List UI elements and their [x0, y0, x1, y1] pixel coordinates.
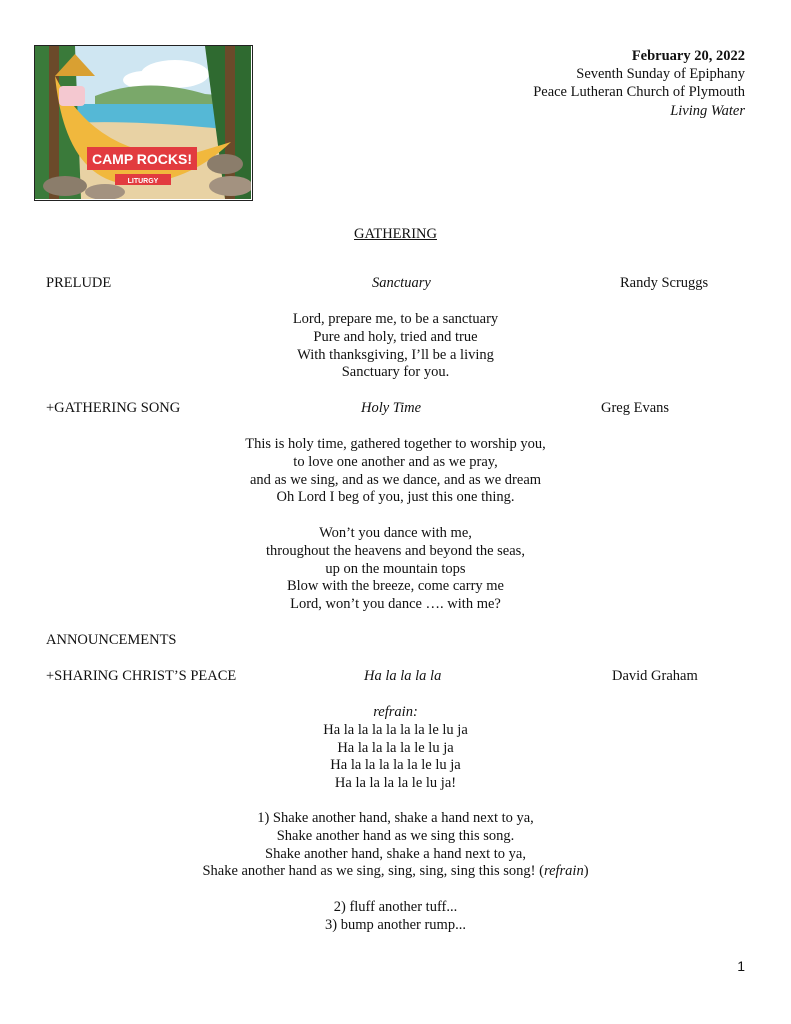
prelude-title: Sanctuary — [372, 275, 431, 291]
lyric-line: Ha la la la la la le lu ja — [330, 757, 461, 774]
gathering-song-author: Greg Evans — [601, 400, 670, 416]
lyric-line: up on the mountain tops — [325, 560, 466, 577]
page-number: 1 — [737, 958, 745, 974]
gathering-song-verse-2 — [0, 525, 791, 614]
lyric-line: Shake another hand as we sing this song. — [276, 827, 515, 844]
lyric-line: Ha la la la la la la le lu ja — [323, 721, 468, 738]
lyric-line: This is holy time, gathered together to worship you, — [245, 436, 546, 452]
lyric-line: Pure and holy, tried and true — [313, 328, 478, 345]
lyric-line: Oh Lord I beg of you, just this one thing. — [276, 489, 515, 506]
lyric-line: Ha la la la la le lu ja! — [334, 775, 457, 792]
announcements-label: ANNOUNCEMENTS — [46, 632, 177, 648]
gathering-song-title: Holy Time — [361, 400, 422, 416]
prelude-author: Randy Scruggs — [620, 275, 709, 291]
lyric-line: Blow with the breeze, come carry me — [286, 578, 504, 595]
gathering-song-label: +GATHERING SONG — [46, 400, 181, 416]
service-theme: Living Water — [670, 102, 745, 119]
lyric-line: 1) Shake another hand, shake a hand next to ya, — [257, 810, 534, 826]
lyric-line: 2) fluff another tuff... — [333, 899, 458, 915]
lyric-line: throughout the heavens and beyond the seas, — [266, 542, 525, 559]
lyric-line: Lord, won’t you dance …. with me? — [290, 596, 501, 613]
service-occasion: Seventh Sunday of Epiphany — [576, 66, 745, 83]
lyric-line: Ha la la la la le lu ja — [337, 739, 454, 756]
church-name: Peace Lutheran Church of Plymouth — [533, 84, 745, 101]
prelude-lyrics — [0, 311, 791, 382]
peace-label: +SHARING CHRIST’S PEACE — [46, 668, 237, 684]
bulletin-header — [533, 47, 745, 120]
lyric-line — [0, 863, 791, 881]
lyric-line: Shake another hand, shake a hand next to ya, — [265, 845, 526, 862]
peace-song-title: Ha la la la la — [364, 668, 442, 684]
hammock-illustration — [35, 46, 251, 199]
lyric-line: and as we sing, and as we dance, and as we dream — [249, 471, 542, 488]
lyric-line: Sanctuary for you. — [341, 364, 450, 381]
lyric-line: With thanksgiving, I’ll be a living — [297, 346, 494, 363]
section-title: GATHERING — [354, 226, 437, 242]
logo-banner-text: CAMP ROCKS! — [91, 151, 193, 167]
lyric-text: Shake another hand as we sing, sing, sing, sing this song! ( — [202, 863, 544, 880]
peace-verse-1 — [0, 810, 791, 881]
camp-rocks-logo — [34, 45, 253, 201]
refrain-label: refrain: — [373, 704, 418, 720]
peace-refrain — [0, 704, 791, 793]
peace-verses-2-3 — [0, 899, 791, 935]
lyric-line: Lord, prepare me, to be a sanctuary — [292, 311, 499, 327]
logo-sub-text: LITURGY — [127, 178, 159, 185]
refrain-cue: refrain — [543, 863, 584, 880]
lyric-line: 3) bump another rump... — [325, 916, 466, 933]
prelude-label: PRELUDE — [46, 275, 112, 291]
peace-song-author: David Graham — [612, 668, 698, 684]
service-date: February 20, 2022 — [631, 48, 745, 64]
lyric-line: to love one another and as we pray, — [293, 453, 498, 470]
gathering-song-verse-1 — [0, 436, 791, 507]
lyric-line: Won’t you dance with me, — [319, 525, 472, 541]
lyric-text: ) — [583, 863, 589, 880]
